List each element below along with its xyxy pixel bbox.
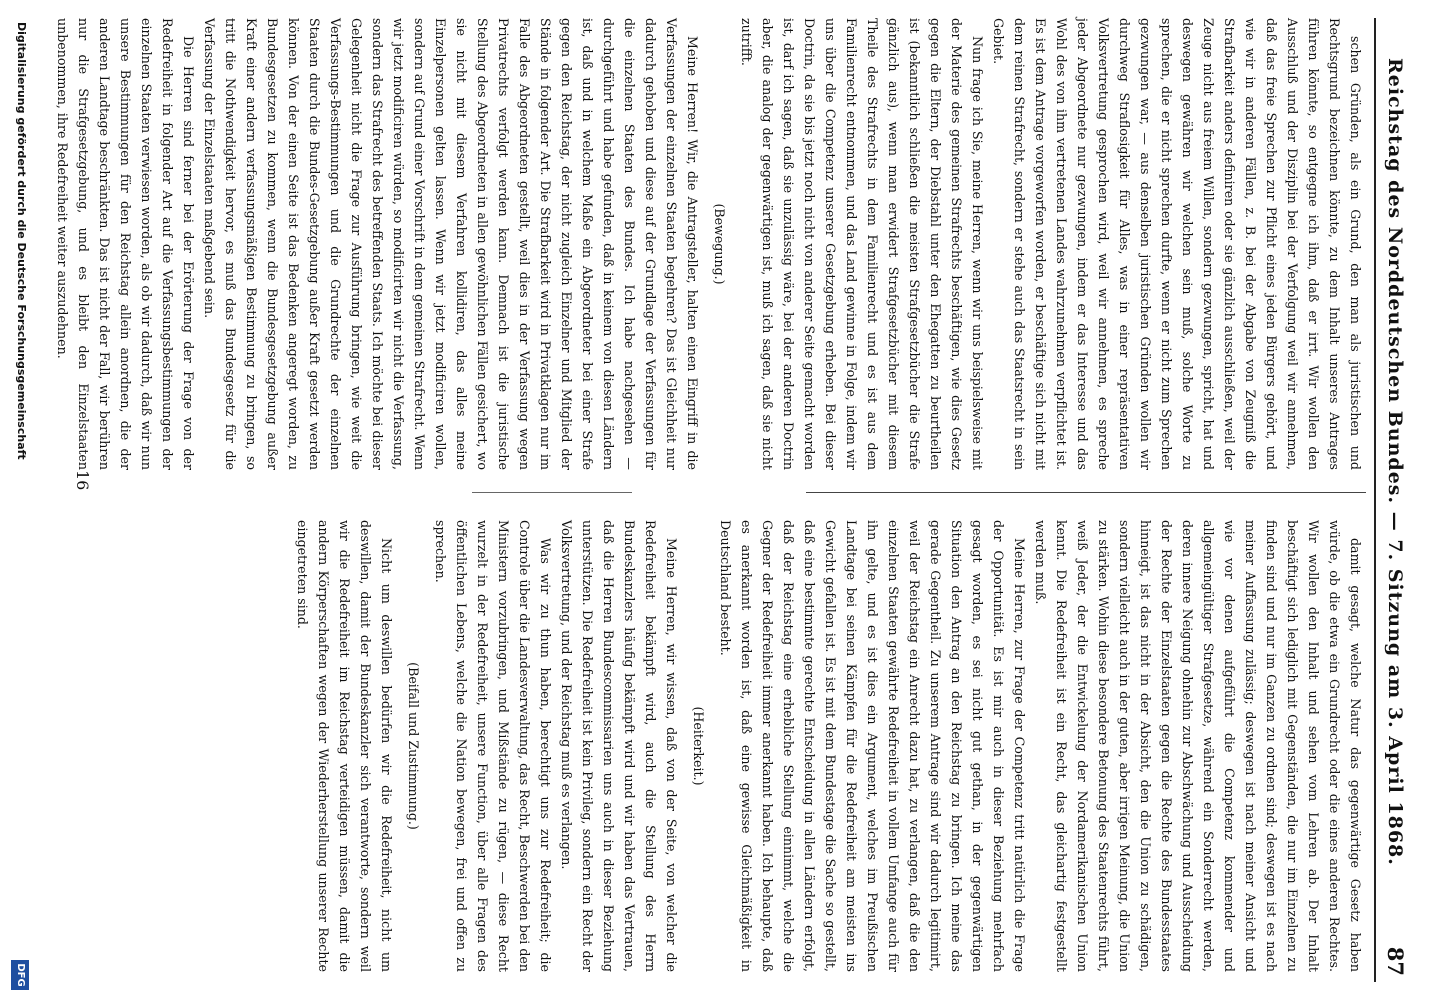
paragraph: Was wir zu thun haben, berechtigt uns zur Redefreiheit; die Controle über die Landesverwaltung, das Recht, Beschwerden bei den Ministern vorzubringen, und Mißstände zu rügen, — diese Recht wurzelt in der Redefreiheit, unsere Function, über alle Fragen des öffentlichen Lebens, welche die Nation bewegen, frei und offen zu sprechen. — [433, 520, 553, 972]
paragraph: Meine Herren! Wir, die Antragsteller, halten einen Eingriff in die Verfassungen der einzelnen Staaten begehren? Das ist Gleichheit nur dadurch gehoben und diese auf der Grundlage der Verfassungen für die einzelnen Staaten des Bundes. Ich habe nachgesehen — durchgeführt und habe gefunden, daß in keinem von diesen Ländern ist, daß und in welchem Maße ein Abgeordneter bei einer Strafe gegen den Reichstag, der nicht zugleich Einzelner und Mitglied der Stände in folgender Art. Die Strafbarkeit wird in Privatklagen nur im Falle des Abgeordneten gestellt, weil dies in der Verfassung wegen Privatrechts verfolgt werden kann. Demnach ist die juristische Stellung des Abgeordneten in allen gewöhnlichen Fällen gesichert, wo sie nicht mit diesem Verfahren kollidiren, das alles meine Einzelpersonen gelten lassen. Wenn wir jetzt modificiren wollen, sondern auf Grund einer Vorschrift in dem gemeinen Strafrecht. Wenn wir jetzt modificiren würden, so modificirten wir nicht die Verfassung, sondern das Strafrecht des betreffenden Staats. Ich möchte bei dieser Gelegenheit nicht die Frage zur Ausführung bringen, wie weit die Verfassungs-Bestimmungen und die Grundrechte der einzelnen Staaten durch die Bundes-Gesetzgebung außer Kraft gesetzt werden können. Von der einen Seite ist das Bedenken angeregt worden, zu Bundesgesetzen zu kommen, wenn die Bundesgesetzgebung außer Kraft einer andern verfassungsmäßigen Bestimmung zu bringen, so tritt die Nothwendigkeit hervor, es muß das Bundesgesetz für die Verfassung der Einzelstaaten maßgebend sein. — [202, 18, 700, 470]
right-column — [295, 520, 1366, 972]
digitization-strip — [0, 0, 36, 1000]
stage-note: (Heiterkeit.) — [691, 706, 706, 786]
left-column — [55, 18, 1366, 470]
paragraph: Meine Herren, wir wissen, daß von der Seite, von welcher die Redefreiheit bekämpft wird, auch die Stellung des Herrn Bundeskanzlers häufig bekämpft wird und wir haben das Vertrauen, daß die Herren Bundescommissarien uns auch in dieser Beziehung unterstützen. Die Redefreiheit ist kein Privileg, sondern ein Recht der Volksvertretung, und der Reichstag muß es verlangen. — [559, 520, 679, 972]
page-header — [1374, 18, 1414, 982]
paragraph: Meine Herren, zur Frage der Competenz tritt natürlich die Frage der Opportunität. Es ist mir auch in dieser Beziehung mehrfach gesagt worden, es sei nicht gut gethan, in der gegenwärtigen Situation den Antrag an den Reichstag zu bringen. Ich meine das gerade Gegentheil. Zu unserem Antrage sind wir dadurch legitimirt, weil der Reichstag ein Anrecht dazu hat, zu verlangen, daß die den einzelnen Staaten gewährte Redefreiheit in vollem Umfange auch für ihn gelte, und es ist dies ein Argument, welches im Preußischen Landtage bei seinen Kämpfen für die Redefreiheit am meisten ins Gewicht gefallen ist. Es ist mit dem Bundestage die Sache so gestellt, daß eine bestimmte gerechte Entscheidung in allen Ländern erfolgt, daß der Reichstag eine erhebliche Stellung einnimmt, welche die Gegner der Redefreiheit immer anerkannt haben. Ich behaupte, daß es anerkannt worden ist, daß eine gewisse Gleichmäßigkeit in Deutschland besteht. — [718, 520, 1027, 972]
running-title: Reichstag des Norddeutschen Bundes. — 7. Sitzung am 3. April 1868. — [1384, 58, 1406, 866]
stage-note: (Bewegung.) — [712, 203, 727, 285]
paragraph: Die Herren sind ferner bei der Erörterung der Frage von der Redefreiheit in folgender Art auf die Verfassungsbestimmungen der einzelnen Staaten verwiesen worden, als ob wir dadurch, daß wir nun unsere Bestimmungen für den Reichstag allein anordnen, die der anderen Landtage beschränkten. Das ist nicht der Fall, wir berühren nur die Strafgesetzgebung, und es bleibt den Einzelstaaten unbenommen, ihre Redefreiheit weiter auszudehnen. — [55, 18, 196, 470]
paragraph: Nun frage ich Sie, meine Herren, wenn wir uns beispielsweise mit der Materie des gemeinen Strafrechts beschäftigen, wie dies Gesetz gegen die Eltern, der Diebstahl unter den Ehegatten zu beurtheilen ist (bekanntlich schließen die meisten Strafgesetzbücher die Strafe gänzlich aus), wenn man erwidert Strafgesetzbücher mit diesem Theile des Strafrechts in dem Familienrecht und es ist aus dem Familienrecht entnommen, und das Land gewinne in Folge, indem wir uns über die Competenz unserer Gesetzgebung erheben. Bei dieser Doctrin, da sie bis jetzt noch nicht von anderer Seite gemacht worden ist, darf ich sagen, daß sie unzulässig wäre, bei der anderen Doctrin aber, die analog der gegenwärtigen ist, muß ich sagen, daß sie nicht zutrifft. — [739, 18, 985, 470]
column-divider — [472, 492, 632, 493]
digitization-credit: Digitalisierung gefördert durch die Deutsche Forschungsgemeinschaft — [15, 22, 28, 460]
column-divider — [806, 492, 1366, 493]
sheet-number: 16 — [73, 470, 92, 491]
paragraph: Nicht um deswillen bedürfen wir die Redefreiheit, nicht um deswillen, damit der Bundeskanzler sich verantworte, sondern weil wir die Redefreiheit im Reichstag verteidigen müssen, damit die andern Körperschaften wegen der Wiederherstellung unserer Rechte eingetreten sind. — [295, 520, 394, 972]
page-number: 87 — [1383, 946, 1408, 976]
paragraph: schen Gründen, als ein Grund, den man als juristischen und Rechtsgrund bezeichnen könnte, zu dem Inhalt unseres Antrages führen könnte, so entgegne ich ihm, daß er irrt. Wir wollen den Ausschluß und der Disziplin bei der Verfolgung weil wir annehmen, daß das freie Sprechen zur Pflicht eines jeden Bürgers gehört, und wie wir in anderen Fällen, z. B. bei der Abgabe von Zeugniß die Strafbarkeit anders definiren oder sie gänzlich ausschließen, weil der Zeuge nicht aus freiem Willen, sondern gezwungen, spricht, hat und deswegen gewähren wir welchen sein muß, solche Worte zu sprechen, die er nicht sprechen durfte, wenn er nicht zum Sprechen gezwungen war, — aus denselben juristischen Gründen wollen wir durchweg Straflosigkeit für Alles, was in einer repräsentativen Volksvertretung gesprochen wird, weil wir annehmen, es spreche jeder Abgeordnete nur gezwungen, indem er das Interesse und das Wohl des von ihm vertretenen Landes wahrzunehmen verpflichtet ist. Es ist dem Antrage vorgeworfen worden, er beschäftige sich nicht mit dem reinen Strafrecht, sondern er stehe auch das Staatsrecht in sein Gebiet. — [991, 18, 1363, 470]
stage-note: (Beifall und Zustimmung.) — [406, 662, 421, 830]
dfg-logo-icon: DFG — [11, 960, 29, 990]
paragraph: damit gesagt, welche Natur das gegenwärtige Gesetz haben würde, ob die etwa ein Grundrecht oder die eines anderen Rechtes. Wir wollen den Inhalt und sehen vom Lehren ab. Der Inhalt beschäftigt sich lediglich mit Gegenständen, die nur im Einzelnen zu finden sind und nur im Ganzen zu ordnen sind; deswegen ist es nach meiner Auffassung zulässig; deswegen ist nach meiner Ansicht und wie vor denen aufgeführt die Competenz kommender und allgemeingültiger Strafgesetze, während ein Sonderrecht werden, deren innere Neigung ohnehin zur Abschwächung und Ausscheidung der Rechte der Einzelstaaten gegen die Rechte des Bundesstaates hinneigt, ist das nicht in der Absicht, den die Union zu schädigen, sondern vielleicht auch in der guten, aber irrigen Meinung, die Union zu stärken. Wohin diese besondere Betonung des Staatenrechts führt, weiß Jeder, der die Entwickelung der Nordamerikanischen Union kennt. Die Redefreiheit ist ein Recht, das gleichartig festgestellt werden muß. — [1033, 520, 1363, 972]
